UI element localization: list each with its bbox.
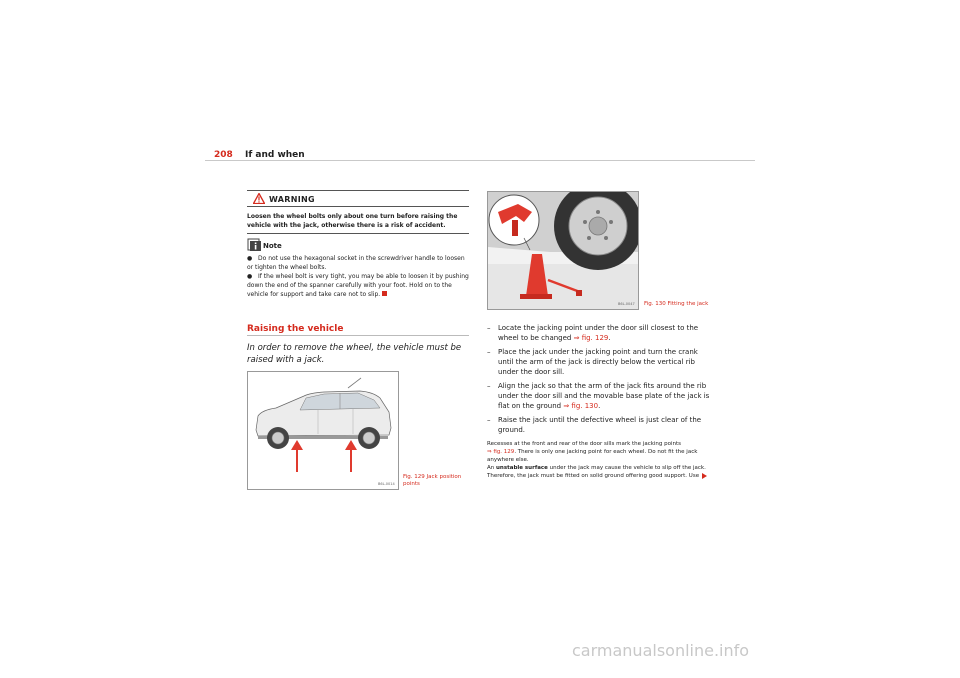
step-dash: –: [487, 324, 491, 332]
body-text: [487, 440, 715, 480]
figure-reference-link[interactable]: ⇒ fig. 129: [487, 449, 515, 455]
note-icon: [247, 238, 261, 251]
step-tail: .: [608, 334, 611, 342]
note-bullet-text: Do not use the hexagonal socket in the screwdriver handle to loosen or tighten the wheel bolts.: [247, 255, 465, 271]
figure-130-caption: Fig. 130 Fitting the jack: [644, 301, 709, 307]
paragraph: [487, 440, 715, 464]
note-bullet-text: If the wheel bolt is very tight, you may be able to loosen it by pushing down the end of the spanner carefully with your foot. Hold on to the vehicle for support and take care not to slip.: [247, 273, 469, 298]
warning-box: [247, 190, 469, 234]
warning-title-rule: [247, 206, 469, 207]
figure-code: B6L-0014: [378, 482, 395, 486]
emphasis-text: unstable surface: [496, 465, 548, 471]
car-side-illustration: [248, 372, 398, 489]
watermark: carmanualsonline.info: [572, 641, 750, 660]
warning-text: Loosen the wheel bolts only about one turn before raising the vehicle with the jack, otherwise there is a risk of accident.: [247, 213, 458, 229]
figure-code: B6L-0047: [618, 302, 635, 306]
header-divider: [205, 160, 755, 161]
step-item: [487, 381, 715, 411]
note-bullet: [247, 254, 469, 272]
figure-reference-link[interactable]: ⇒ fig. 129: [573, 334, 609, 342]
section-intro: In order to remove the wheel, the vehicle must be raised with a jack.: [247, 343, 462, 365]
step-text: Raise the jack until the defective wheel is just clear of the ground.: [498, 416, 702, 434]
step-text: Locate the jacking point under the door sill closest to the wheel to be changed: [498, 324, 699, 342]
jack-illustration: [488, 192, 638, 309]
step-tail: .: [598, 402, 601, 410]
figure-129-caption: Fig. 129 Jack position points: [403, 474, 462, 487]
step-item: [487, 347, 715, 377]
step-list: [487, 323, 715, 439]
end-of-section-icon: [382, 291, 387, 296]
step-item: [487, 323, 715, 343]
note-bullet: [247, 272, 469, 299]
figure-reference-link[interactable]: ⇒ fig. 130: [563, 402, 599, 410]
continue-arrow-icon: [702, 473, 707, 479]
note-title: Note: [263, 242, 282, 250]
section-rule: [247, 335, 469, 336]
bullet-icon: ●: [247, 273, 253, 280]
warning-top-rule: [247, 190, 469, 191]
figure-fitting-the-jack: [487, 191, 639, 310]
figure-jack-position-points: [247, 371, 399, 490]
warning-triangle-icon: [253, 193, 265, 204]
paragraph-text: . There is only one jacking point for each wheel. Do not fit the jack anywhere else.: [487, 449, 698, 463]
step-text: Place the jack under the jacking point and turn the crank until the arm of the jack is directly below the vertical rib under the door sill.: [498, 348, 698, 376]
paragraph: [487, 464, 715, 480]
paragraph-text: An: [487, 465, 496, 471]
step-dash: –: [487, 382, 491, 390]
warning-title: WARNING: [269, 195, 315, 204]
paragraph-text: Recesses at the front and rear of the door sills mark the jacking points: [487, 441, 682, 447]
step-text: Align the jack so that the arm of the jack fits around the rib under the door sill and the movable base plate of the jack is flat on the ground: [498, 382, 710, 410]
running-title: If and when: [245, 150, 305, 160]
section-title: Raising the vehicle: [247, 324, 344, 334]
page-number: 208: [214, 150, 233, 160]
paragraph-text: under the jack may cause the vehicle to slip off the jack. Therefore, the jack must be fitted on solid ground offering good support. Use: [487, 465, 706, 479]
note-bullets: [247, 254, 469, 299]
step-dash: –: [487, 348, 491, 356]
step-item: [487, 415, 715, 435]
bullet-icon: ●: [247, 255, 253, 262]
warning-bottom-rule: [247, 233, 469, 234]
step-dash: –: [487, 416, 491, 424]
